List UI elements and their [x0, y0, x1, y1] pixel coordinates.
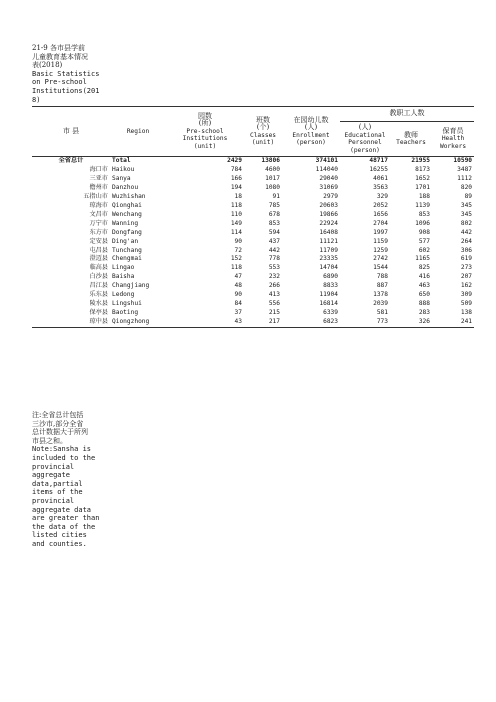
classes-cell: 217 — [244, 318, 282, 327]
staff-cell: 1378 — [373, 291, 388, 299]
enrollment-cell: 20603 — [319, 201, 338, 209]
enrollment-cell: 14704 — [319, 264, 338, 272]
institutions-cell: 48 — [234, 282, 242, 290]
institutions-cell: 43 — [166, 318, 244, 327]
table-row — [32, 291, 474, 300]
classes-cell: 91 — [272, 192, 280, 200]
table-row — [32, 318, 474, 327]
teachers-cell: 888 — [418, 300, 430, 308]
classes-cell: 442 — [268, 246, 280, 254]
region-name-en: Lingshui — [112, 300, 142, 308]
classes-cell: 4600 — [265, 165, 280, 173]
institutions-cell: 152 — [230, 255, 242, 263]
staff-cell: 581 — [376, 309, 388, 317]
city-name-cn: 乐东县 — [89, 291, 108, 299]
classes-cell: 594 — [268, 228, 280, 236]
staff-cell: 2052 — [373, 201, 388, 209]
enrollment-cell: 11709 — [319, 246, 338, 254]
health-workers-cell: 3487 — [457, 165, 473, 173]
region-name-en: Ledong — [112, 291, 135, 299]
table-row — [32, 193, 474, 202]
enrollment-cell: 8833 — [323, 282, 338, 290]
enrollment-cell: 22924 — [319, 219, 338, 227]
city-name-cn: 昌江县 — [89, 282, 108, 290]
health-workers-cell: 306 — [460, 246, 473, 254]
note-cn-line: 注:全省总计包括 — [32, 411, 84, 419]
enrollment-cell: 31069 — [319, 183, 338, 191]
header-city: 市 县 — [62, 126, 80, 135]
table-row — [32, 300, 474, 309]
header-institutions: 园数 (所) Pre-school Institutions (unit) — [182, 111, 228, 150]
health-workers-cell: 1112 — [457, 174, 473, 182]
health-workers-cell: 264 — [460, 237, 473, 245]
enrollment-cell: 19866 — [319, 210, 338, 218]
note-cn-line: 总计数据大于所列 — [32, 428, 88, 437]
city-name-cn: 万宁市 — [89, 219, 108, 227]
classes-cell: 678 — [268, 210, 280, 218]
note-en-line: aggregate — [32, 471, 70, 480]
region-name-en: Ding'an — [112, 237, 139, 245]
institutions-cell: 166 — [230, 174, 242, 182]
region-name-en: Lingao — [112, 264, 135, 272]
note-en-line: provincial — [32, 462, 75, 471]
header-staff-group: 教职工人数 — [340, 107, 474, 122]
header-classes: 班数 (个) Classes (unit) — [249, 115, 277, 146]
city-name-cn: 屯昌县 — [89, 246, 108, 254]
health-workers-cell: 309 — [460, 291, 473, 299]
health-workers-cell: 442 — [460, 228, 473, 236]
teachers-cell: 1652 — [415, 174, 430, 182]
city-name-cn: 文昌市 — [89, 210, 108, 218]
table-row — [32, 202, 474, 211]
teachers-cell: 908 — [418, 228, 430, 236]
table-row — [32, 309, 474, 318]
table-row — [32, 166, 474, 175]
enrollment-cell: 6890 — [323, 273, 338, 281]
title-cn-line: 21-9 各市县学前 — [32, 44, 85, 52]
table-row — [32, 184, 474, 193]
note-en-line: aggregate data — [32, 505, 92, 514]
teachers-cell: 21955 — [411, 157, 430, 164]
note-cn-line: 三沙市,部分全省 — [32, 419, 84, 428]
enrollment-cell: 114040 — [315, 165, 338, 173]
staff-cell: 329 — [376, 192, 388, 200]
header-enrollment: 在园幼儿数 (人) Enrollment (person) — [292, 115, 330, 146]
teachers-cell: 283 — [418, 309, 430, 317]
region-name-en: Wenchang — [112, 210, 142, 218]
table-row — [32, 229, 474, 238]
total-row — [32, 157, 474, 166]
enrollment-cell: 16408 — [319, 228, 338, 236]
health-workers-cell: 345 — [460, 210, 473, 218]
institutions-cell: 784 — [230, 165, 242, 173]
staff-cell: 1997 — [373, 228, 388, 236]
city-name-cn: 海口市 — [89, 165, 108, 173]
health-workers-cell: 619 — [460, 255, 473, 263]
staff-cell: 1544 — [373, 264, 388, 272]
teachers-cell: 1096 — [415, 219, 430, 227]
header-health-workers: 保育员 Health Workers — [439, 126, 467, 150]
table-row — [32, 238, 474, 247]
title-en-line: on Pre-school — [32, 78, 87, 87]
city-name-cn: 儋州市 — [89, 183, 108, 191]
note-cn-line: 市县之和。 — [32, 436, 67, 445]
staff-cell: 1159 — [373, 237, 388, 245]
city-name-cn: 定安县 — [89, 237, 108, 245]
city-name-cn: 保亭县 — [89, 309, 108, 317]
staff-cell: 2742 — [373, 255, 388, 263]
staff-cell: 773 — [340, 318, 390, 327]
table-row — [32, 175, 474, 184]
title-cn-line: 儿童教育基本情况 — [32, 52, 88, 61]
teachers-cell: 1165 — [415, 255, 430, 263]
region-name-en: Total — [112, 157, 131, 164]
classes-cell: 215 — [268, 309, 280, 317]
region-name-en: Qiongzhong — [110, 318, 166, 327]
teachers-cell: 602 — [418, 246, 430, 254]
teachers-cell: 326 — [390, 318, 432, 327]
header-staff: (人) Educational Personnel (person) — [344, 123, 386, 154]
region-name-en: Danzhou — [112, 183, 139, 191]
table-row — [32, 282, 474, 291]
note-en-line: and counties. — [32, 539, 87, 548]
city-name-cn: 澄迈县 — [89, 255, 108, 263]
health-workers-cell: 138 — [460, 309, 473, 317]
enrollment-cell: 11121 — [319, 237, 338, 245]
table-row — [32, 220, 474, 229]
institutions-cell: 149 — [230, 219, 242, 227]
institutions-cell: 114 — [230, 228, 242, 236]
teachers-cell: 650 — [418, 291, 430, 299]
city-name-cn: 临高县 — [89, 264, 108, 272]
institutions-cell: 90 — [234, 291, 242, 299]
classes-cell: 437 — [268, 237, 280, 245]
title-en-line: Institutions(201 — [32, 86, 100, 95]
institutions-cell: 18 — [234, 192, 242, 200]
staff-cell: 887 — [376, 282, 388, 290]
region-name-en: Haikou — [112, 165, 135, 173]
classes-cell: 1017 — [265, 174, 280, 182]
institutions-cell: 37 — [234, 309, 242, 317]
note-en-line: provincial — [32, 496, 75, 505]
title-cn-line: 表(2018) — [32, 61, 63, 70]
teachers-cell: 853 — [418, 210, 430, 218]
classes-cell: 778 — [268, 255, 280, 263]
title-en-line: Basic Statistics — [32, 69, 100, 78]
note-en-line: items of the — [32, 488, 83, 497]
table-row — [32, 273, 474, 282]
health-workers-cell: 802 — [460, 219, 473, 227]
enrollment-cell: 6823 — [282, 318, 340, 327]
health-workers-cell: 241 — [432, 318, 474, 327]
table-title — [32, 44, 112, 104]
region-name-en: Changjiang — [112, 282, 150, 290]
note-en-line: are greater than — [32, 514, 100, 523]
teachers-cell: 8173 — [415, 165, 430, 173]
region-name-en: Sanya — [112, 174, 131, 182]
teachers-cell: 1701 — [415, 183, 430, 191]
teachers-cell: 416 — [418, 273, 430, 281]
city-name-cn: 东方市 — [89, 228, 108, 236]
institutions-cell: 110 — [230, 210, 242, 218]
region-name-en: Wuzhishan — [112, 192, 146, 200]
health-workers-cell: 89 — [464, 192, 473, 200]
health-workers-cell: 207 — [460, 273, 473, 281]
health-workers-cell: 162 — [460, 282, 473, 290]
city-name-cn: 白沙县 — [89, 273, 108, 281]
city-name-cn: 五指山市 — [83, 192, 108, 200]
staff-cell: 4061 — [373, 174, 388, 182]
staff-cell: 48717 — [369, 157, 388, 164]
enrollment-cell: 2979 — [323, 192, 338, 200]
region-name-en: Dongfang — [112, 228, 142, 236]
institutions-cell: 90 — [234, 237, 242, 245]
region-name-en: Chengmai — [112, 255, 142, 263]
staff-cell: 3563 — [373, 183, 388, 191]
teachers-cell: 188 — [418, 192, 430, 200]
staff-cell: 16255 — [369, 165, 388, 173]
enrollment-cell: 16814 — [319, 300, 338, 308]
table-row — [32, 211, 474, 220]
enrollment-cell: 374101 — [315, 157, 338, 164]
region-name-en: Baisha — [112, 273, 135, 281]
classes-cell: 232 — [268, 273, 280, 281]
header-region: Region — [126, 127, 150, 135]
institutions-cell: 72 — [234, 246, 242, 254]
health-workers-cell: 273 — [460, 264, 473, 272]
city-name-cn: 三亚市 — [89, 174, 108, 182]
footnote — [32, 411, 112, 549]
health-workers-cell: 345 — [460, 201, 473, 209]
teachers-cell: 577 — [418, 237, 430, 245]
classes-cell: 556 — [268, 300, 280, 308]
enrollment-cell: 11904 — [319, 291, 338, 299]
header-teachers: 教师 Teachers — [396, 130, 426, 146]
staff-cell: 2039 — [373, 300, 388, 308]
staff-cell: 1259 — [373, 246, 388, 254]
note-en-line: the data of the — [32, 522, 96, 531]
classes-cell: 413 — [268, 291, 280, 299]
enrollment-cell: 6339 — [323, 309, 338, 317]
city-name-cn: 琼中县 — [32, 318, 110, 327]
teachers-cell: 825 — [418, 264, 430, 272]
region-name-en: Tunchang — [112, 246, 142, 254]
health-workers-cell: 820 — [460, 183, 473, 191]
statistics-table — [32, 106, 474, 328]
institutions-cell: 118 — [230, 201, 242, 209]
institutions-cell: 84 — [234, 300, 242, 308]
staff-cell: 788 — [376, 273, 388, 281]
region-name-en: Wanning — [112, 219, 139, 227]
institutions-cell: 2429 — [227, 157, 242, 164]
region-name-en: Qionghai — [112, 201, 142, 209]
staff-cell: 1656 — [373, 210, 388, 218]
region-name-en: Baoting — [112, 309, 139, 317]
classes-cell: 785 — [268, 201, 280, 209]
enrollment-cell: 23335 — [319, 255, 338, 263]
classes-cell: 266 — [268, 282, 280, 290]
health-workers-cell: 10590 — [453, 157, 473, 164]
classes-cell: 13806 — [261, 157, 280, 164]
classes-cell: 853 — [268, 219, 280, 227]
note-en-line: Note:Sansha is — [32, 445, 92, 454]
note-en-line: listed cities — [32, 531, 87, 540]
classes-cell: 553 — [268, 264, 280, 272]
note-en-line: included to the — [32, 453, 96, 462]
institutions-cell: 194 — [230, 183, 242, 191]
city-name-cn: 全省总计 — [58, 157, 84, 164]
institutions-cell: 118 — [230, 264, 242, 272]
note-en-line: data,partial — [32, 479, 83, 488]
health-workers-cell: 509 — [460, 300, 473, 308]
enrollment-cell: 29040 — [319, 174, 338, 182]
staff-cell: 2704 — [373, 219, 388, 227]
teachers-cell: 1139 — [415, 201, 430, 209]
institutions-cell: 47 — [234, 273, 242, 281]
city-name-cn: 琼海市 — [89, 201, 108, 209]
teachers-cell: 463 — [418, 282, 430, 290]
city-name-cn: 陵水县 — [89, 300, 108, 308]
title-en-line: 8) — [32, 95, 41, 104]
classes-cell: 1080 — [265, 183, 280, 191]
